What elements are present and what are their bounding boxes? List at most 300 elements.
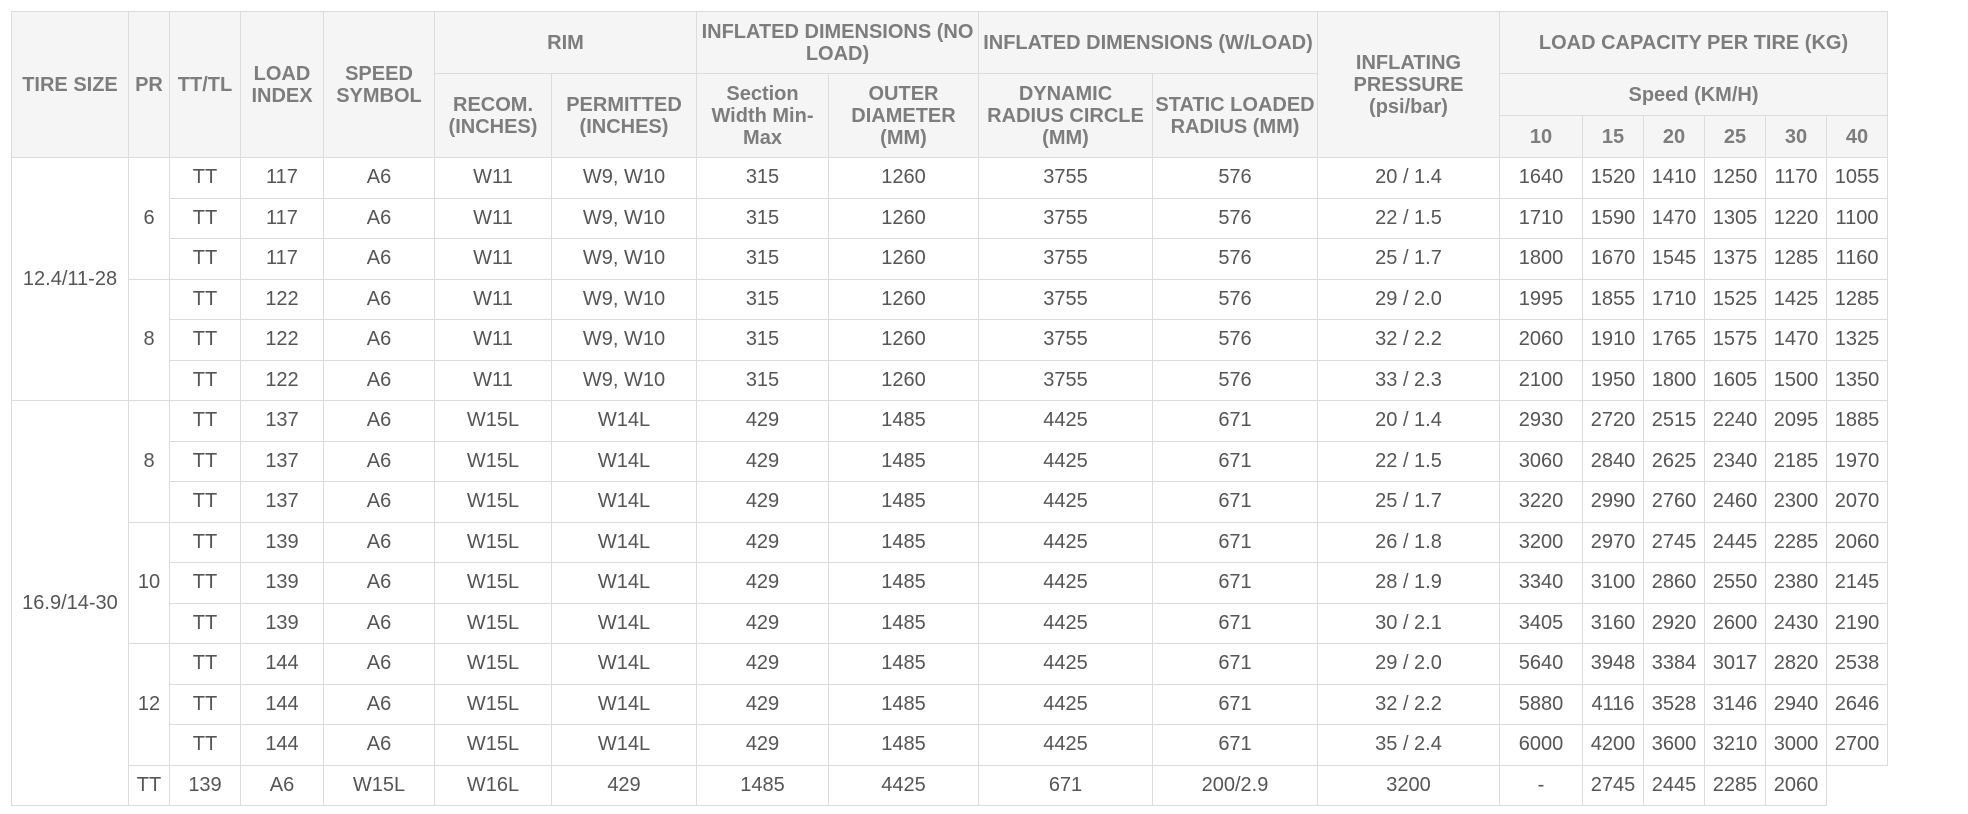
row-cell: W15L <box>435 522 552 563</box>
row-cell: 315 <box>697 239 829 280</box>
row-cell: TT <box>170 563 241 604</box>
row-cell: 2445 <box>1644 765 1705 806</box>
header-tt-tl: TT/TL <box>170 12 241 158</box>
row-cell: 33 / 2.3 <box>1318 360 1500 401</box>
row-cell: 2515 <box>1644 401 1705 442</box>
pr-cell: 8 <box>129 401 170 523</box>
row-cell: TT <box>170 198 241 239</box>
row-cell: 2820 <box>1766 644 1827 685</box>
row-cell: 1485 <box>829 725 979 766</box>
row-cell: 4425 <box>979 482 1153 523</box>
row-cell: 315 <box>697 360 829 401</box>
row-cell: 1485 <box>829 401 979 442</box>
header-rim: RIM <box>435 12 697 74</box>
row-cell: 1590 <box>1583 198 1644 239</box>
row-cell: 315 <box>697 320 829 361</box>
row-cell: 2760 <box>1644 482 1705 523</box>
row-cell: 35 / 2.4 <box>1318 725 1500 766</box>
row-cell: 1485 <box>829 603 979 644</box>
row-cell: 429 <box>697 482 829 523</box>
row-cell: 2550 <box>1705 563 1766 604</box>
table-row <box>12 563 1888 604</box>
row-cell: 137 <box>241 441 324 482</box>
header-speed-10: 10 <box>1500 116 1583 158</box>
row-cell: 2930 <box>1500 401 1583 442</box>
row-cell: 4425 <box>979 441 1153 482</box>
row-cell: 671 <box>1153 482 1318 523</box>
row-cell: W15L <box>435 725 552 766</box>
row-cell: 429 <box>697 563 829 604</box>
row-cell: 1260 <box>829 320 979 361</box>
row-cell: 2745 <box>1583 765 1644 806</box>
row-cell: 3600 <box>1644 725 1705 766</box>
row-cell: 117 <box>241 198 324 239</box>
row-cell: A6 <box>324 441 435 482</box>
row-cell: 2240 <box>1705 401 1766 442</box>
pr-cell: 10 <box>129 522 170 644</box>
pr-cell: 6 <box>129 158 170 280</box>
row-cell: TT <box>170 320 241 361</box>
table-row <box>12 360 1888 401</box>
row-cell: W9, W10 <box>552 320 697 361</box>
row-cell: 4425 <box>979 563 1153 604</box>
row-cell: 1375 <box>1705 239 1766 280</box>
row-cell: 2430 <box>1766 603 1827 644</box>
row-cell: 2538 <box>1827 644 1888 685</box>
row-cell: 3220 <box>1500 482 1583 523</box>
row-cell: 1485 <box>697 765 829 806</box>
row-cell: 429 <box>552 765 697 806</box>
row-cell: 1260 <box>829 360 979 401</box>
header-dynamic-radius: DYNAMIC RADIUS CIRCLE (MM) <box>979 74 1153 158</box>
row-cell: 4425 <box>979 684 1153 725</box>
row-cell: W11 <box>435 360 552 401</box>
row-cell: 671 <box>1153 441 1318 482</box>
row-cell: 32 / 2.2 <box>1318 320 1500 361</box>
table-row <box>12 198 1888 239</box>
row-cell: 1220 <box>1766 198 1827 239</box>
row-cell: 22 / 1.5 <box>1318 198 1500 239</box>
row-cell: 2190 <box>1827 603 1888 644</box>
row-cell: A6 <box>324 239 435 280</box>
row-cell: W9, W10 <box>552 239 697 280</box>
row-cell: 671 <box>1153 603 1318 644</box>
row-cell: 30 / 2.1 <box>1318 603 1500 644</box>
empty-cell <box>1827 765 1888 806</box>
row-cell: TT <box>170 644 241 685</box>
row-cell: 576 <box>1153 279 1318 320</box>
row-cell: 2860 <box>1644 563 1705 604</box>
row-cell: 576 <box>1153 320 1318 361</box>
header-inflated-no-load: INFLATED DIMENSIONS (NO LOAD) <box>697 12 979 74</box>
row-cell: 1305 <box>1705 198 1766 239</box>
row-cell: 1485 <box>829 441 979 482</box>
row-cell: 3755 <box>979 320 1153 361</box>
row-cell: TT <box>170 158 241 199</box>
pr-cell: 8 <box>129 279 170 401</box>
header-pr: PR <box>129 12 170 158</box>
row-cell: 20 / 1.4 <box>1318 401 1500 442</box>
table-row <box>12 482 1888 523</box>
header-speed-20: 20 <box>1644 116 1705 158</box>
row-cell: 1995 <box>1500 279 1583 320</box>
row-cell: W14L <box>552 441 697 482</box>
row-cell: W16L <box>435 765 552 806</box>
row-cell: W14L <box>552 563 697 604</box>
row-cell: 200/2.9 <box>1153 765 1318 806</box>
row-cell: W9, W10 <box>552 360 697 401</box>
row-cell: 4425 <box>829 765 979 806</box>
row-cell: 1765 <box>1644 320 1705 361</box>
row-cell: TT <box>170 401 241 442</box>
row-cell: TT <box>170 279 241 320</box>
table-row <box>12 401 1888 442</box>
row-cell: - <box>1500 765 1583 806</box>
row-cell: 2990 <box>1583 482 1644 523</box>
table-row <box>12 765 1888 806</box>
header-tire-size: TIRE SIZE <box>12 12 129 158</box>
row-cell: 5880 <box>1500 684 1583 725</box>
row-cell: W9, W10 <box>552 198 697 239</box>
row-cell: 28 / 1.9 <box>1318 563 1500 604</box>
row-cell: 139 <box>241 522 324 563</box>
row-cell: 1910 <box>1583 320 1644 361</box>
row-cell: 1485 <box>829 684 979 725</box>
row-cell: 3060 <box>1500 441 1583 482</box>
row-cell: 144 <box>241 725 324 766</box>
row-cell: 117 <box>241 239 324 280</box>
header-static-radius: STATIC LOADED RADIUS (MM) <box>1153 74 1318 158</box>
row-cell: 25 / 1.7 <box>1318 239 1500 280</box>
row-cell: TT <box>170 603 241 644</box>
table-row <box>12 279 1888 320</box>
row-cell: 1485 <box>829 482 979 523</box>
row-cell: 315 <box>697 198 829 239</box>
row-cell: 122 <box>241 320 324 361</box>
row-cell: 3384 <box>1644 644 1705 685</box>
row-cell: 1885 <box>1827 401 1888 442</box>
header-speed-30: 30 <box>1766 116 1827 158</box>
row-cell: W15L <box>324 765 435 806</box>
row-cell: 1350 <box>1827 360 1888 401</box>
row-cell: 1710 <box>1500 198 1583 239</box>
row-cell: 2060 <box>1766 765 1827 806</box>
row-cell: 1520 <box>1583 158 1644 199</box>
row-cell: W15L <box>435 441 552 482</box>
row-cell: 671 <box>1153 725 1318 766</box>
row-cell: 429 <box>697 401 829 442</box>
row-cell: 137 <box>241 482 324 523</box>
row-cell: 137 <box>241 401 324 442</box>
table-row <box>12 320 1888 361</box>
row-cell: TT <box>170 441 241 482</box>
row-cell: TT <box>170 239 241 280</box>
row-cell: 139 <box>170 765 241 806</box>
table-header <box>12 12 1888 158</box>
row-cell: 3340 <box>1500 563 1583 604</box>
row-cell: 1285 <box>1827 279 1888 320</box>
row-cell: 3100 <box>1583 563 1644 604</box>
row-cell: 3200 <box>1318 765 1500 806</box>
row-cell: 429 <box>697 441 829 482</box>
row-cell: A6 <box>324 563 435 604</box>
row-cell: 671 <box>1153 684 1318 725</box>
row-cell: A6 <box>324 320 435 361</box>
row-cell: 1260 <box>829 279 979 320</box>
row-cell: 29 / 2.0 <box>1318 279 1500 320</box>
row-cell: 576 <box>1153 198 1318 239</box>
table-row <box>12 725 1888 766</box>
row-cell: W15L <box>435 603 552 644</box>
row-cell: 2060 <box>1827 522 1888 563</box>
row-cell: 139 <box>241 603 324 644</box>
row-cell: TT <box>170 725 241 766</box>
row-cell: 139 <box>241 563 324 604</box>
row-cell: 3146 <box>1705 684 1766 725</box>
row-cell: 2700 <box>1827 725 1888 766</box>
row-cell: 315 <box>697 279 829 320</box>
row-cell: 1470 <box>1766 320 1827 361</box>
row-cell: 1160 <box>1827 239 1888 280</box>
row-cell: 1670 <box>1583 239 1644 280</box>
row-cell: 671 <box>1153 563 1318 604</box>
table-row <box>12 644 1888 685</box>
tire-size-cell: 16.9/14-30 <box>12 401 129 806</box>
header-speed-kmh: Speed (KM/H) <box>1500 74 1888 116</box>
row-cell: 576 <box>1153 360 1318 401</box>
row-cell: 2145 <box>1827 563 1888 604</box>
row-cell: A6 <box>324 644 435 685</box>
row-cell: A6 <box>324 725 435 766</box>
row-cell: 4425 <box>979 522 1153 563</box>
row-cell: 2285 <box>1705 765 1766 806</box>
header-inflated-w-load: INFLATED DIMENSIONS (W/LOAD) <box>979 12 1318 74</box>
row-cell: 4425 <box>979 603 1153 644</box>
header-outer-diameter: OUTER DIAMETER (MM) <box>829 74 979 158</box>
row-cell: W11 <box>435 279 552 320</box>
row-cell: 3017 <box>1705 644 1766 685</box>
row-cell: 3160 <box>1583 603 1644 644</box>
row-cell: 3755 <box>979 158 1153 199</box>
row-cell: W11 <box>435 239 552 280</box>
row-cell: 3755 <box>979 239 1153 280</box>
row-cell: 2460 <box>1705 482 1766 523</box>
row-cell: 1485 <box>829 563 979 604</box>
row-cell: W9, W10 <box>552 158 697 199</box>
row-cell: A6 <box>324 401 435 442</box>
row-cell: 1485 <box>829 522 979 563</box>
row-cell: 2720 <box>1583 401 1644 442</box>
row-cell: 29 / 2.0 <box>1318 644 1500 685</box>
row-cell: 25 / 1.7 <box>1318 482 1500 523</box>
row-cell: 1970 <box>1827 441 1888 482</box>
row-cell: 576 <box>1153 158 1318 199</box>
row-cell: 2285 <box>1766 522 1827 563</box>
row-cell: 2646 <box>1827 684 1888 725</box>
row-cell: TT <box>170 522 241 563</box>
row-cell: 1250 <box>1705 158 1766 199</box>
tire-spec-table <box>11 11 1888 806</box>
row-cell: TT <box>170 684 241 725</box>
row-cell: 32 / 2.2 <box>1318 684 1500 725</box>
header-load-capacity: LOAD CAPACITY PER TIRE (KG) <box>1500 12 1888 74</box>
row-cell: 4425 <box>979 401 1153 442</box>
row-cell: 2300 <box>1766 482 1827 523</box>
row-cell: 3528 <box>1644 684 1705 725</box>
pr-cell: 12 <box>129 644 170 766</box>
row-cell: 122 <box>241 360 324 401</box>
row-cell: 1500 <box>1766 360 1827 401</box>
row-cell: 1170 <box>1766 158 1827 199</box>
row-cell: 2185 <box>1766 441 1827 482</box>
row-cell: W9, W10 <box>552 279 697 320</box>
row-cell: 1855 <box>1583 279 1644 320</box>
row-cell: 1425 <box>1766 279 1827 320</box>
row-cell: 6000 <box>1500 725 1583 766</box>
row-cell: 315 <box>697 158 829 199</box>
row-cell: 429 <box>697 603 829 644</box>
row-cell: 2840 <box>1583 441 1644 482</box>
row-cell: W11 <box>435 158 552 199</box>
row-cell: 1260 <box>829 158 979 199</box>
row-cell: A6 <box>324 684 435 725</box>
row-cell: 671 <box>979 765 1153 806</box>
row-cell: W11 <box>435 198 552 239</box>
row-cell: 3755 <box>979 279 1153 320</box>
row-cell: TT <box>170 360 241 401</box>
row-cell: W14L <box>552 644 697 685</box>
row-cell: 1410 <box>1644 158 1705 199</box>
row-cell: 3755 <box>979 360 1153 401</box>
row-cell: A6 <box>324 603 435 644</box>
row-cell: TT <box>129 765 170 806</box>
tire-size-cell: 12.4/11-28 <box>12 158 129 401</box>
row-cell: 1800 <box>1500 239 1583 280</box>
row-cell: 1260 <box>829 198 979 239</box>
row-cell: W11 <box>435 320 552 361</box>
row-cell: 117 <box>241 158 324 199</box>
row-cell: 1260 <box>829 239 979 280</box>
row-cell: 2060 <box>1500 320 1583 361</box>
table-row <box>12 158 1888 199</box>
table-row <box>12 441 1888 482</box>
row-cell: 144 <box>241 684 324 725</box>
row-cell: 2745 <box>1644 522 1705 563</box>
row-cell: 4116 <box>1583 684 1644 725</box>
header-speed-symbol: SPEED SYMBOL <box>324 12 435 158</box>
row-cell: 3755 <box>979 198 1153 239</box>
table-body <box>12 158 1888 806</box>
row-cell: 2445 <box>1705 522 1766 563</box>
row-cell: W14L <box>552 725 697 766</box>
row-cell: A6 <box>324 198 435 239</box>
row-cell: 4200 <box>1583 725 1644 766</box>
row-cell: 5640 <box>1500 644 1583 685</box>
row-cell: 144 <box>241 644 324 685</box>
row-cell: 2070 <box>1827 482 1888 523</box>
table-row <box>12 522 1888 563</box>
row-cell: 2940 <box>1766 684 1827 725</box>
row-cell: 122 <box>241 279 324 320</box>
row-cell: 671 <box>1153 522 1318 563</box>
row-cell: A6 <box>324 279 435 320</box>
row-cell: TT <box>170 482 241 523</box>
row-cell: 1470 <box>1644 198 1705 239</box>
row-cell: 1285 <box>1766 239 1827 280</box>
row-cell: A6 <box>324 360 435 401</box>
row-cell: 1055 <box>1827 158 1888 199</box>
row-cell: 2100 <box>1500 360 1583 401</box>
header-inflating-pressure: INFLATING PRESSURE (psi/bar) <box>1318 12 1500 158</box>
row-cell: 429 <box>697 644 829 685</box>
row-cell: 2600 <box>1705 603 1766 644</box>
row-cell: 3210 <box>1705 725 1766 766</box>
row-cell: W15L <box>435 644 552 685</box>
row-cell: 429 <box>697 684 829 725</box>
row-cell: A6 <box>241 765 324 806</box>
row-cell: 3200 <box>1500 522 1583 563</box>
table-row <box>12 684 1888 725</box>
row-cell: 1100 <box>1827 198 1888 239</box>
row-cell: A6 <box>324 158 435 199</box>
row-cell: W15L <box>435 401 552 442</box>
row-cell: W15L <box>435 563 552 604</box>
row-cell: 1545 <box>1644 239 1705 280</box>
row-cell: A6 <box>324 482 435 523</box>
header-rim-recom: RECOM. (INCHES) <box>435 74 552 158</box>
row-cell: 2970 <box>1583 522 1644 563</box>
row-cell: 22 / 1.5 <box>1318 441 1500 482</box>
row-cell: 2340 <box>1705 441 1766 482</box>
row-cell: W15L <box>435 482 552 523</box>
row-cell: 429 <box>697 522 829 563</box>
table-row <box>12 603 1888 644</box>
row-cell: 20 / 1.4 <box>1318 158 1500 199</box>
header-speed-25: 25 <box>1705 116 1766 158</box>
row-cell: W14L <box>552 684 697 725</box>
row-cell: 26 / 1.8 <box>1318 522 1500 563</box>
row-cell: 1525 <box>1705 279 1766 320</box>
row-cell: 3405 <box>1500 603 1583 644</box>
row-cell: 1575 <box>1705 320 1766 361</box>
row-cell: A6 <box>324 522 435 563</box>
header-section-width: Section Width Min-Max <box>697 74 829 158</box>
row-cell: 2625 <box>1644 441 1705 482</box>
row-cell: W15L <box>435 684 552 725</box>
row-cell: W14L <box>552 603 697 644</box>
row-cell: 1640 <box>1500 158 1583 199</box>
row-cell: 1605 <box>1705 360 1766 401</box>
row-cell: 4425 <box>979 644 1153 685</box>
row-cell: W14L <box>552 482 697 523</box>
row-cell: 3948 <box>1583 644 1644 685</box>
row-cell: 4425 <box>979 725 1153 766</box>
row-cell: 671 <box>1153 644 1318 685</box>
row-cell: 3000 <box>1766 725 1827 766</box>
row-cell: W14L <box>552 522 697 563</box>
header-speed-40: 40 <box>1827 116 1888 158</box>
row-cell: 2920 <box>1644 603 1705 644</box>
row-cell: W14L <box>552 401 697 442</box>
row-cell: 1800 <box>1644 360 1705 401</box>
header-rim-permitted: PERMITTED (INCHES) <box>552 74 697 158</box>
row-cell: 1950 <box>1583 360 1644 401</box>
row-cell: 429 <box>697 725 829 766</box>
row-cell: 1710 <box>1644 279 1705 320</box>
table-row <box>12 239 1888 280</box>
row-cell: 576 <box>1153 239 1318 280</box>
row-cell: 1325 <box>1827 320 1888 361</box>
